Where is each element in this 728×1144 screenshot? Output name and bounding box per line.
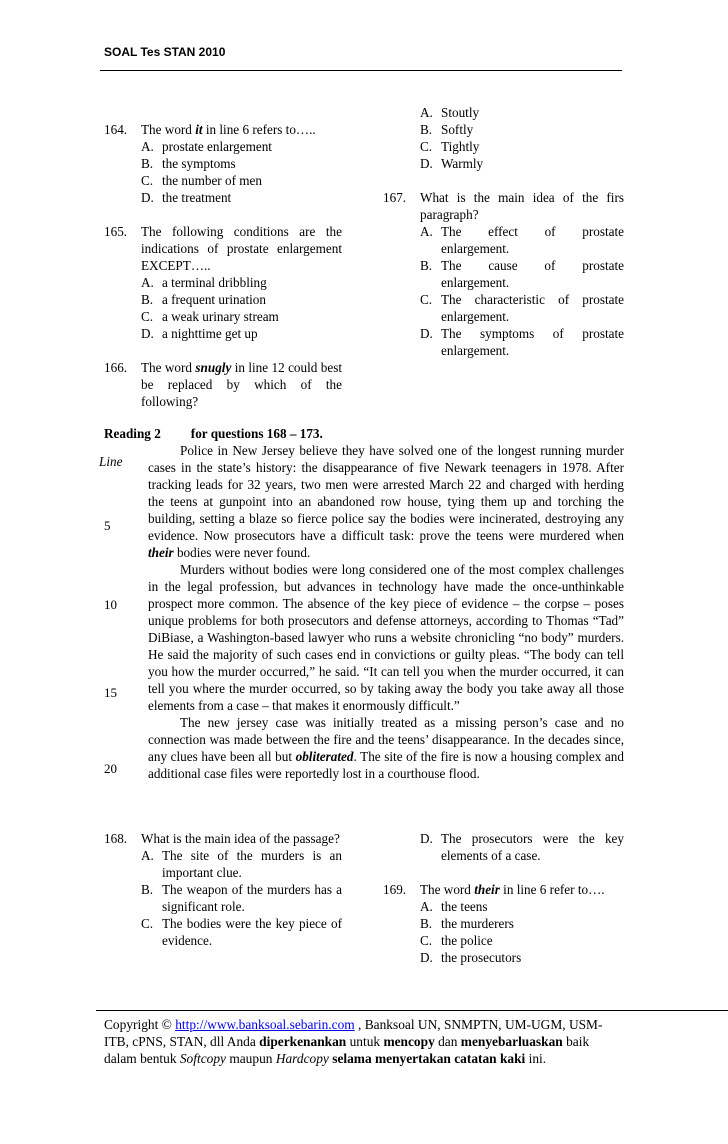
question-number: 165.	[104, 224, 128, 239]
option[interactable]: D. the treatment	[141, 190, 232, 205]
footer: Copyright © http://www.banksoal.sebarin.com , Banksoal UN, SNMPTN, UM-UGM, USM-ITB, cPNS, STAN, dll Anda diperkenankan untuk mencopy dan menyebarluaskan baik dalam bentuk Softcopy maupun Hardcopy selama menyertakan catatan kaki ini.	[104, 1017, 603, 1066]
option[interactable]: B. The weapon of the murders has a significant role.	[141, 882, 342, 914]
line-number: 5	[104, 518, 111, 533]
option[interactable]: B. Softly	[420, 122, 474, 137]
option[interactable]: B. The cause of prostate enlargement.	[420, 258, 624, 290]
line-number: 10	[104, 597, 117, 612]
option[interactable]: A. the teens	[420, 899, 488, 914]
option[interactable]: C. Tightly	[420, 139, 480, 154]
left-column-top	[104, 121, 342, 410]
left-column-bottom	[104, 830, 342, 949]
option[interactable]: A. The effect of prostate enlargement.	[420, 224, 624, 256]
question-164: 164. The word it in line 6 refers to…..	[104, 122, 316, 137]
question-166: 166. The word snugly in line 12 could best be replaced by which of the following?	[104, 360, 343, 409]
option[interactable]: C. the number of men	[141, 173, 262, 188]
option[interactable]: D. The prosecutors were the key elements of a case.	[420, 831, 624, 863]
question-number: 164.	[104, 122, 128, 137]
question-number: 166.	[104, 360, 128, 375]
page-header: SOAL Tes STAN 2010	[104, 45, 226, 59]
question-number: 169.	[383, 882, 407, 897]
right-column-top	[383, 104, 624, 359]
line-label: Line	[99, 454, 123, 469]
option[interactable]: A. prostate enlargement	[141, 139, 272, 154]
question-168: 168. What is the main idea of the passage?	[104, 831, 340, 846]
option[interactable]: C. a weak urinary stream	[141, 309, 279, 324]
option[interactable]: B. the symptoms	[141, 156, 236, 171]
keyword: snugly	[195, 360, 232, 375]
question-number: 167.	[383, 190, 407, 205]
option[interactable]: D. a nighttime get up	[141, 326, 258, 341]
option[interactable]: A. The site of the murders is an important clue.	[141, 848, 342, 880]
right-column-bottom	[383, 830, 624, 966]
option[interactable]: A. Stoutly	[420, 105, 480, 120]
question-165: 165. The following conditions are the indications of prostate enlargement EXCEPT…..	[104, 224, 342, 273]
option[interactable]: B. a frequent urination	[141, 292, 266, 307]
paragraph-1: Police in New Jersey believe they have solved one of the longest running murder cases in the state’s history: the disappearance of five Newark teenagers in 1978. After tracking leads for 32 years, two men were arrested March 22 and charged with herding the teens at gunpoint into an abandoned row house, tying them up and torching the building, setting a blaze so fierce police say the bodies were incinerated, destroying any evidence. Now prosecutors have a difficult task: prove the teens were murdered when their bodies were never found.	[148, 443, 624, 560]
line-number: 20	[104, 761, 117, 776]
option[interactable]: B. the murderers	[420, 916, 514, 931]
question-167: 167. What is the main idea of the firs paragraph?	[383, 190, 624, 222]
option[interactable]: C. the police	[420, 933, 493, 948]
option[interactable]: C. The characteristic of prostate enlargement.	[420, 292, 624, 324]
option[interactable]: C. The bodies were the key piece of evidence.	[141, 916, 342, 948]
line-number: 15	[104, 685, 117, 700]
question-number: 168.	[104, 831, 128, 846]
paragraph-2: Murders without bodies were long considered one of the most complex challenges in the legal profession, but advances in technology have made the once-unthinkable prospect more common. The absence of the key piece of evidence – the corpse – poses unique problems for both prosecutors and defense attorneys, according to Thomas “Tad” DiBiase, a Washington-based lawyer who runs a website chronicling “no body” murders. He said the majority of such cases end in convictions or guilty pleas. “The body can tell you how the murder occurred,” he said. “It can tell you when the murder occurred, it can tell you where the murder occurred, so by taking away the body you take away all those elements from a case – that makes it enormously difficult.”	[148, 562, 624, 713]
option[interactable]: D. The symptoms of prostate enlargement.	[420, 326, 624, 358]
keyword: it	[195, 122, 203, 137]
reading-heading: Reading 2 for questions 168 – 173.	[104, 426, 323, 441]
keyword: their	[474, 882, 500, 897]
paragraph-3: The new jersey case was initially treated as a missing person’s case and no connection was made between the fire and the teens’ disappearance. In the decades since, any clues have been all but obliterated. The site of the fire is now a housing complex and additional case files were reportedly lost in a courthouse flood.	[148, 715, 624, 781]
option[interactable]: A. a terminal dribbling	[141, 275, 267, 290]
question-169: 169. The word their in line 6 refer to….	[383, 882, 605, 897]
header-rule	[100, 70, 622, 71]
option[interactable]: D. Warmly	[420, 156, 484, 171]
reading-passage	[148, 442, 624, 782]
footer-rule	[96, 1010, 728, 1011]
option[interactable]: D. the prosecutors	[420, 950, 522, 965]
footer-link[interactable]: http://www.banksoal.sebarin.com	[175, 1017, 355, 1032]
